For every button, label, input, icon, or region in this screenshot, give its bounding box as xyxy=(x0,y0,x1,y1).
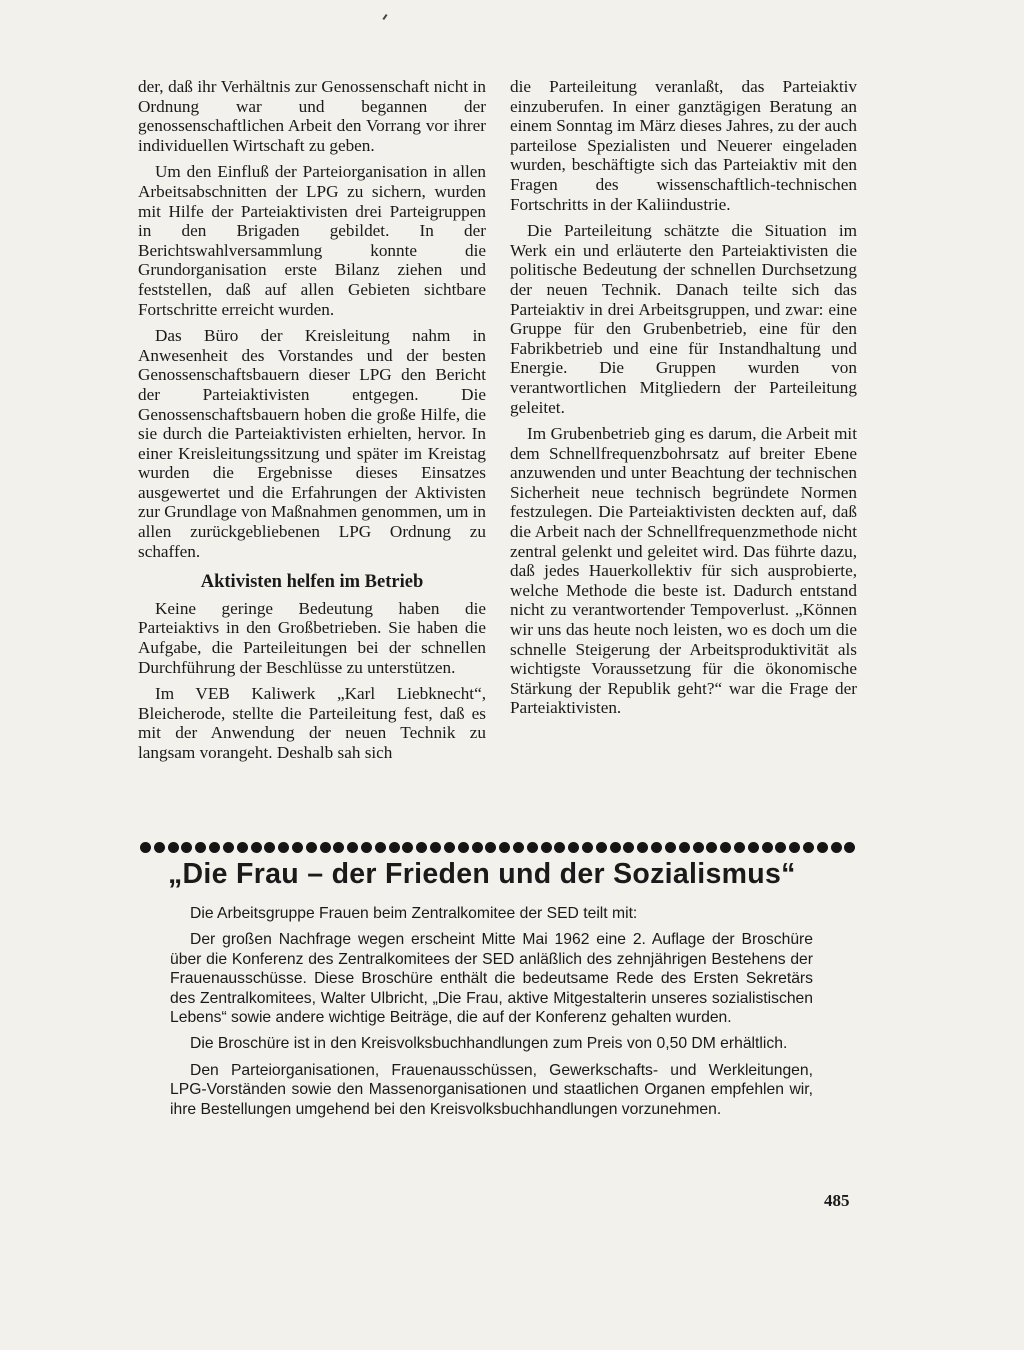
paragraph: Der großen Nachfrage wegen erscheint Mitte Mai 1962 eine 2. Auflage der Broschüre über die Konferenz des Zentralkomitees der SED anläßlich des zehnjährigen Bestehens der Frauenausschüsse. Diese Broschüre enthält die bedeutsame Rede des Ersten Sekretärs des Zentralkomitees, Walter Ulbricht, „Die Frau, aktive Mitgestalterin unseres sozialistischen Lebens“ sowie andere wichtige Beiträge, die auf der Konferenz gehalten wurden. xyxy=(170,931,813,1027)
divider-dot xyxy=(623,842,634,853)
divider-dot xyxy=(333,842,344,853)
divider-dot xyxy=(223,842,234,853)
divider-dot xyxy=(264,842,275,853)
paragraph: Das Büro der Kreisleitung nahm in Anwesenheit des Vorstandes und der besten Genossenschaftsbauern dieser LPG den Bericht der Parteiaktivisten entgegen. Die Genossenschaftsbauern hoben die große Hilfe, die sie durch die Parteiaktivisten erhielten, hervor. In einer Kreisleitungssitzung und später im Kreistag wurden die Ergebnisse dieses Einsatzes ausgewertet und die Erfahrungen der Aktivisten zur Grundlage von Maßnahmen genommen, um in allen zurückgebliebenen LPG Ordnung zu schaffen. xyxy=(138,326,486,561)
divider-dot xyxy=(665,842,676,853)
right-column xyxy=(510,77,857,725)
divider-dot xyxy=(817,842,828,853)
divider-dot xyxy=(195,842,206,853)
divider-dot xyxy=(499,842,510,853)
divider-dot xyxy=(637,842,648,853)
divider-dot xyxy=(541,842,552,853)
divider-dot xyxy=(292,842,303,853)
paragraph: die Parteileitung veranlaßt, das Parteiaktiv einzuberufen. In einer ganztägigen Beratung an einem Sonntag im März dieses Jahres, zu der auch parteilose Spezialisten und Neuerer eingeladen wurden, beschäftigte sich das Parteiaktiv mit den Fragen des wissenschaftlich-technischen Fortschritts in der Kaliindustrie. xyxy=(510,77,857,214)
divider-dot xyxy=(789,842,800,853)
divider-dot xyxy=(430,842,441,853)
divider-dot xyxy=(416,842,427,853)
paragraph: Die Arbeitsgruppe Frauen beim Zentralkomitee der SED teilt mit: xyxy=(190,905,638,922)
divider-dot xyxy=(693,842,704,853)
paragraph: Die Broschüre ist in den Kreisvolksbuchhandlungen zum Preis von 0,50 DM erhältlich. xyxy=(190,1035,788,1053)
paragraph: Keine geringe Bedeutung haben die Parteiaktivs in den Großbetrieben. Sie haben die Aufgabe, die Parteileitungen bei der schnellen Durchführung der Beschlüsse zu unterstützen. xyxy=(138,598,486,677)
divider-dot xyxy=(762,842,773,853)
divider-dot xyxy=(582,842,593,853)
divider-dot xyxy=(402,842,413,853)
paragraph: Den Parteiorganisationen, Frauenausschüssen, Gewerkschafts- und Werkleitungen, LPG-Vorständen sowie den Massenorganisationen und staatlichen Organen empfehlen wir, ihre Bestellungen umgehend bei den Kreisvolksbuchhandlungen vorzunehmen. xyxy=(170,1061,813,1118)
divider-dot xyxy=(748,842,759,853)
divider-dot xyxy=(347,842,358,853)
paragraph: Die Parteileitung schätzte die Situation im Werk ein und erläuterte den Parteiaktivisten die politische Bedeutung der schnellen Durchsetzung der neuen Technik. Danach teilte sich das Parteiaktiv in drei Arbeitsgruppen, und zwar: eine Gruppe für den Grubenbetrieb, eine für den Fabrikbetrieb und eine für Instandhaltung und Energie. Die Gruppen wurden von verantwortlichen Mitgliedern der Parteileitung geleitet. xyxy=(510,221,857,417)
page-number: 485 xyxy=(824,1191,850,1210)
divider-dot xyxy=(181,842,192,853)
divider-dot xyxy=(444,842,455,853)
divider-dot xyxy=(209,842,220,853)
divider-dot xyxy=(803,842,814,853)
paragraph: Im Grubenbetrieb ging es darum, die Arbeit mit dem Schnellfrequenzbohrsatz auf breiter Ebene anzuwenden und unter Beachtung der technischen Sicherheit neue technisch begründete Normen festzulegen. Die Parteiaktivisten deckten auf, daß die Arbeit nach der Schnellfrequenzmethode nicht zentral gelenkt und geleitet wird. Das führte dazu, daß jedes Hauerkollektiv für sich ausprobierte, welche Methode die beste ist. Dadurch entstand nicht zu verantwortender Tempoverlust. „Können wir uns das heute noch leisten, wo es doch um die schnelle Steigerung der Arbeitsproduktivität als wichtigste Voraussetzung für die ökonomische Stärkung der Republik geht?“ war die Frage der Parteiaktivisten. xyxy=(510,424,857,718)
divider-dot xyxy=(389,842,400,853)
paragraph: der, daß ihr Verhältnis zur Genossenschaft nicht in Ordnung war und begannen der genossenschaftlichen Arbeit den Vorrang vor ihrer individuellen Wirtschaft zu geben. xyxy=(138,77,486,155)
divider-dot xyxy=(485,842,496,853)
divider-dot xyxy=(278,842,289,853)
divider-dot xyxy=(706,842,717,853)
divider-dot xyxy=(320,842,331,853)
divider-dot xyxy=(596,842,607,853)
divider-dot xyxy=(513,842,524,853)
divider-dot xyxy=(140,842,151,853)
divider-dot xyxy=(237,842,248,853)
divider-dot xyxy=(720,842,731,853)
divider-dot xyxy=(775,842,786,853)
divider-dot xyxy=(251,842,262,853)
divider-dot xyxy=(568,842,579,853)
announcement-title: „Die Frau – der Frieden und der Sozialismus“ xyxy=(168,858,796,890)
divider-dot xyxy=(154,842,165,853)
divider-dot xyxy=(844,842,855,853)
divider-dot xyxy=(651,842,662,853)
divider-dot xyxy=(610,842,621,853)
dotted-divider xyxy=(140,840,856,854)
left-column xyxy=(138,77,486,770)
divider-dot xyxy=(168,842,179,853)
divider-dot xyxy=(679,842,690,853)
divider-dot xyxy=(554,842,565,853)
print-speck xyxy=(382,14,387,20)
section-heading: Aktivisten helfen im Betrieb xyxy=(200,572,424,593)
divider-dot xyxy=(306,842,317,853)
announcement-body xyxy=(170,904,813,1126)
divider-dot xyxy=(527,842,538,853)
divider-dot xyxy=(472,842,483,853)
divider-dot xyxy=(361,842,372,853)
paragraph: Um den Einfluß der Parteiorganisation in allen Arbeitsabschnitten der LPG zu sichern, wurden mit Hilfe der Parteiaktivisten drei Parteigruppen in den Brigaden gebildet. In der Berichtswahlversammlung konnte die Grundorganisation erste Bilanz ziehen und feststellen, daß auf allen Gebieten sichtbare Fortschritte erreicht wurden. xyxy=(138,162,486,319)
divider-dot xyxy=(375,842,386,853)
divider-dot xyxy=(458,842,469,853)
paragraph: Im VEB Kaliwerk „Karl Liebknecht“, Bleicherode, stellte die Parteileitung fest, daß es mit der Anwendung der neuen Technik zu langsam vorangeht. Deshalb sah sich xyxy=(138,684,486,762)
divider-dot xyxy=(734,842,745,853)
divider-dot xyxy=(831,842,842,853)
